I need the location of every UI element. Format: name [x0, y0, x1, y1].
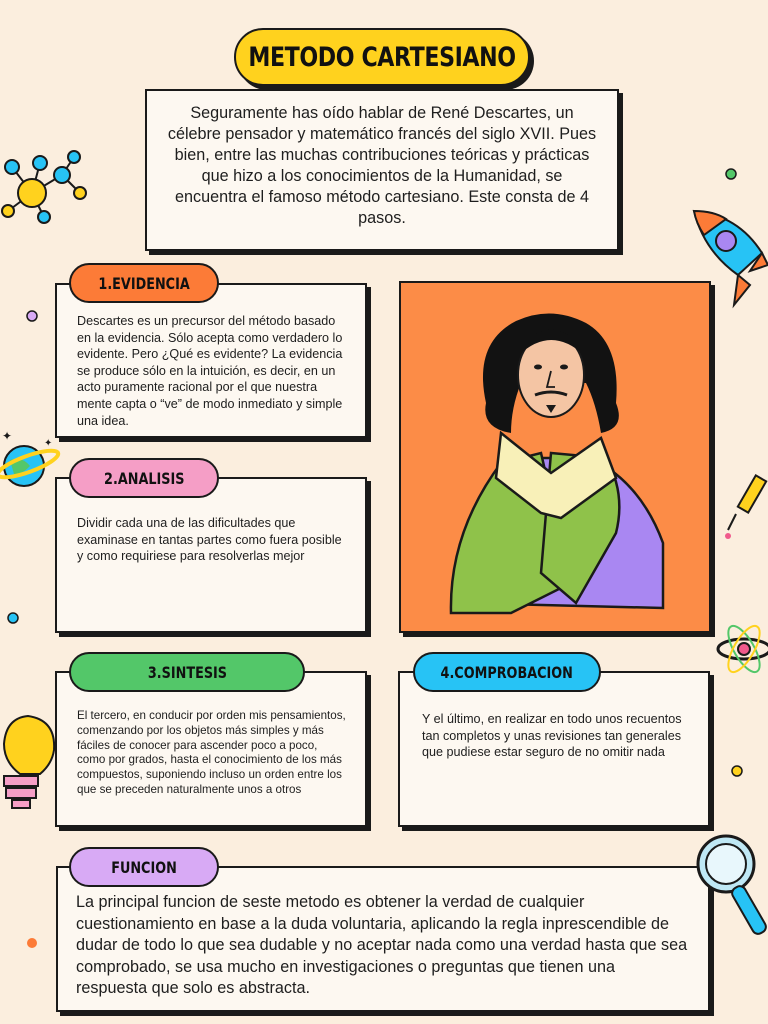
confetti-dot: [725, 168, 737, 180]
evidencia-label: 1.EVIDENCIA: [98, 273, 190, 293]
sintesis-text: El tercero, en conducir por orden mis pensamientos, comenzando por los objetos más simples y más fáciles de conocer para ascender poco a poco, como por grados, hasta el conocimiento de los más compuestos, suponiendo incluso un orden entre los que se preceden naturalmente unos a otros: [77, 709, 346, 796]
analisis-label-pill: [69, 458, 219, 498]
evidencia-text: Descartes es un precursor del método basado en la evidencia. Sólo acepta como verdadero lo evidente. Pero ¿Qué es evidente? La evidencia se produce sólo en la intuición, es decir, en un acto puramente racional por el que nuestra mente capta o “ve” de modo inmediato y simple una idea.: [77, 314, 343, 428]
atom-icon: [714, 612, 768, 686]
confetti-dot: [26, 310, 38, 322]
funcion-label: FUNCION: [111, 857, 177, 877]
intro-text: Seguramente has oído hablar de René Descartes, un célebre pensador y matemático francés del siglo XVII. Pues bien, entre las muchas contribuciones teóricas y prácticas que hizo a los conocimientos de la Humanidad, se encuentra el famoso método cartesiano. Este consta de 4 pasos.: [167, 104, 597, 227]
comprobacion-label-pill: [413, 652, 601, 692]
page-title-banner: [234, 28, 530, 86]
intro-card: [145, 89, 619, 251]
lightbulb-icon: [0, 712, 58, 812]
molecule-icon: [0, 145, 95, 225]
comprobacion-card: [398, 671, 710, 827]
svg-text:✦: ✦: [2, 430, 13, 443]
comprobacion-label: 4.COMPROBACION: [440, 662, 574, 682]
rocket-icon: [690, 205, 768, 315]
funcion-label-pill: [69, 847, 219, 887]
funcion-text: La principal funcion de seste metodo es obtener la verdad de cualquier cuestionamiento en base a la duda voluntaria, aplicando la regla inprescendible de dudar de todo lo que sea dudable y no aceptar nada como una verdad hasta que sea comprobado, se usa mucho en investigaciones o preguntas que tienen una respuesta que solo es abstracta.: [76, 893, 688, 998]
analisis-card: [55, 477, 367, 633]
syringe-icon: [724, 470, 768, 542]
sintesis-label: 3.SINTESIS: [147, 662, 227, 682]
svg-text:✦: ✦: [44, 438, 53, 449]
magnifier-icon: [694, 832, 768, 942]
sintesis-card: [55, 671, 367, 827]
evidencia-card: [55, 283, 367, 438]
planet-icon: [0, 430, 62, 500]
descartes-portrait: [401, 283, 709, 631]
comprobacion-text: Y el último, en realizar en todo unos recuentos tan completos y unas revisiones tan generales que pudiese estar seguro de no omitir nada: [422, 712, 682, 760]
analisis-label: 2.ANALISIS: [103, 468, 185, 488]
confetti-dot: [731, 765, 743, 777]
analisis-text: Dividir cada una de las dificultades que examinase en tantas partes como fuera posible y como requiriese para resolverlas mejor: [77, 516, 342, 564]
funcion-card: [56, 866, 710, 1012]
sintesis-label-pill: [69, 652, 305, 692]
page-title: METODO CARTESIANO: [248, 41, 516, 73]
confetti-dot: [7, 612, 19, 624]
evidencia-label-pill: [69, 263, 219, 303]
confetti-dot: [26, 937, 38, 949]
descartes-portrait-frame: [399, 281, 711, 633]
